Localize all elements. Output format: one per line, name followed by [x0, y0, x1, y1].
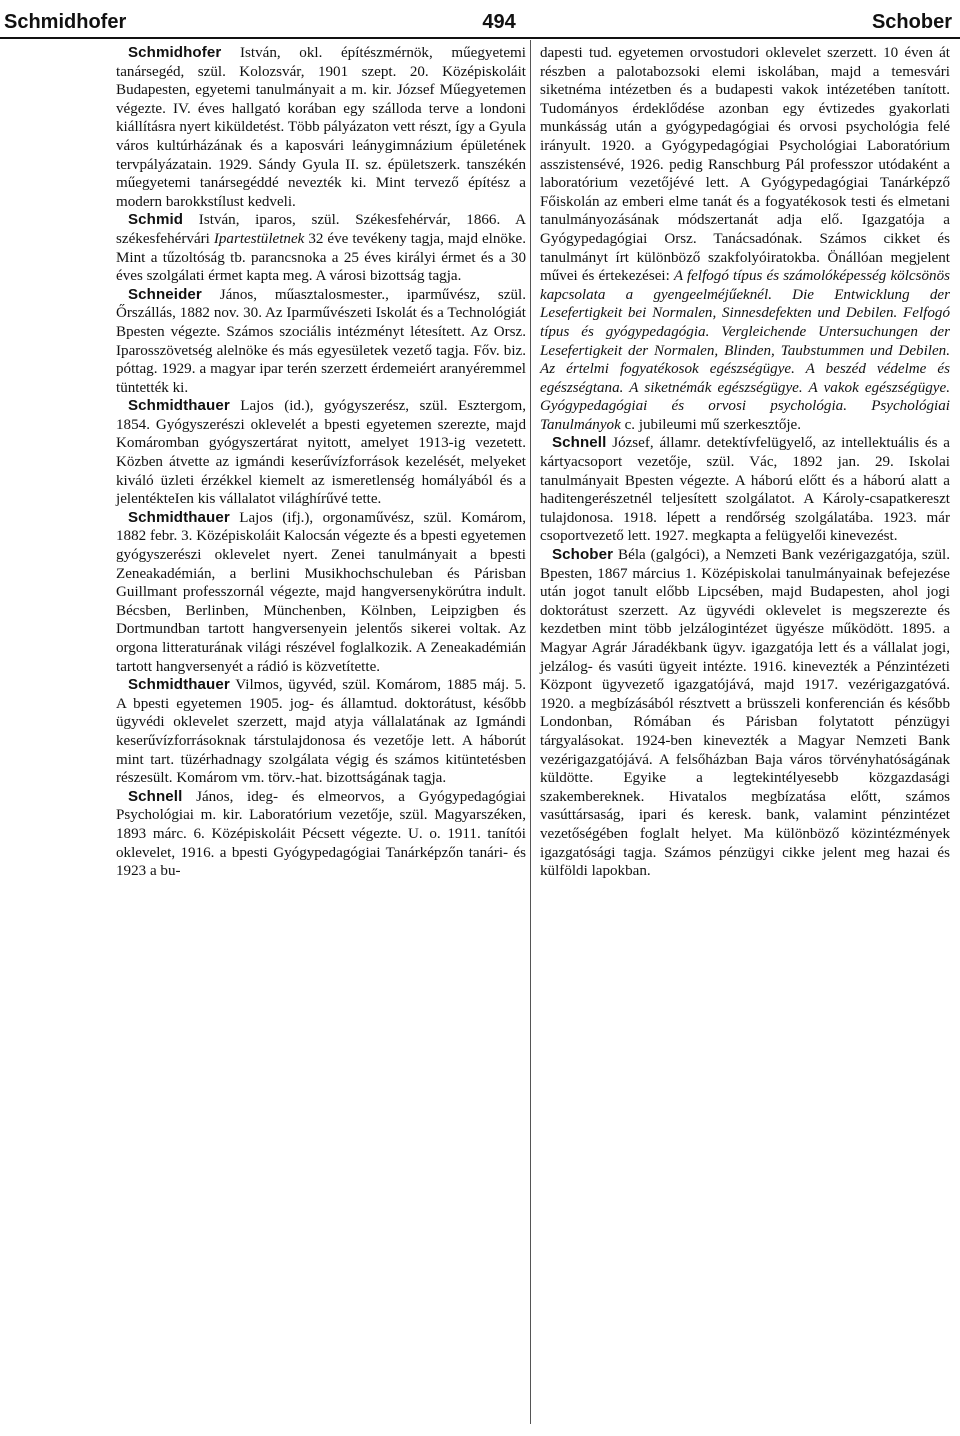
- entry-italic-text: Ipartestületnek: [213, 230, 305, 247]
- entry: [116, 676, 526, 788]
- running-head: [0, 0, 960, 34]
- entry-text: Lajos (id.), gyógyszerész, szül. Esztergom, 1854. Gyógyszerészi oklevelét a bpesti egyetemen szerezte, majd Komáromban gyógyszertárat nyitott, amelyet 1913-ig vezetett. Közben átvette az igmándi keserűvízforrások kezelését, melyeket kiváló üzleti érzékkel kiemelt az ismeretlenség homályából és a jelentékteIen kis vállalatot világhírűvé tette.: [116, 398, 526, 508]
- entry-text: Vilmos, ügyvéd, szül. Komárom, 1885 máj. 5. A bpesti egyetemen 1905. jog- és államtud. doktorátust, később ügyvédi oklevelet szerzett, majd atyja vállalatának az Igmándi keserűvízforrásoknak társtulajdonosa és vezetője lett. A háborút mint tart. tüzérhadnagy szolgálata végig és számos kitüntetésben részesült. Komárom vm. törv.-hat. bizottságának tagja.: [116, 677, 526, 787]
- page-number: 494: [482, 11, 516, 33]
- entry: [116, 788, 526, 881]
- entry-headword: Schmidthauer: [128, 676, 230, 694]
- entry: [116, 509, 526, 676]
- entry: [540, 44, 950, 434]
- entry-text: József, államr. detektívfelügyelő, az intellektuális és a kártyacsoport vezetője, szül. Vác, 1892 jan. 29. Iskolai tanulmányait Bpesten végezte. A háború előtt és a háború alatt a haditengerészetnél teljesített szolgálatot. A Károly-csapatkereszt tulajdonosa. 1918. lépett a rendőrség szolgálatába. 1923. már csoportvezető lett. 1927. megkapta a felügyelői kinevezést.: [540, 435, 950, 545]
- entry-headword: Schmidhofer: [128, 44, 222, 61]
- entry-text: Béla (galgóci), a Nemzeti Bank vezérigazgatója, szül. Bpesten, 1867 március 1. Középiskolai tanulmányainak befejezése után jogot tanult előbb Lipcsében, majd Budapesten, ahol jogi doktorátust szerzett. Az ügyvédi oklevelet is megszerezte és kezdetben mint több jelzálogintézet ügyésze működött. 1895. a Magyar Agrár Járadékbank ügyv. igazgatója lett és a vállalat jogi, jelzálog- és vasúti ügyeit intézte. 1916. kinevezték a Pénzintézeti Központ ügyvezető igazgatójává, majd 1917. vezérigazgatóvá. 1920. a megbízásából résztvett a brüsszeli konferencián és később Londonban, Rómában és Párisban folytatott pénzügyi tárgyalásokat. 1924-ben kinevezték a Magyar Nemzeti Bank vezérigazgatójává. A felsőházban Baja város törvényhatóságának küldötte. Egyike a legtekintélyesebb közgazdasági szakembereknek. Hivatalos megbízatása előtt, számos vasúttársaság, ipari és keresk. bank, valamint pénzintézet vezetőségében foglalt helyet. Ma különböző közintézmények igazgatósági tagja. Számos pénzügyi cikke jelent meg hazai és külföldi lapokban.: [540, 547, 950, 880]
- left-column: [116, 44, 526, 881]
- entry-headword: Schneider: [128, 285, 202, 303]
- entry-headword: Schmidthauer: [128, 397, 230, 415]
- right-column: [540, 44, 950, 881]
- entry-text: Lajos (ifj.), orgonaművész, szül. Komárom, 1882 febr. 3. Középiskoláit Kalocsán végezte és a bpesti egyetemen gyógyszerészi oklevelet nyert. Zenei tanulmányait a bpesti Zeneakadémián, a berlini Musikhochschuleban és Párisban Guillmant professzornál végezte, majd hangversenykörútra indult. Bécsben, Berlinben, Münchenben, Kölnben, Leipzigben és Dortmundban tartott hangversenyein jelentős sikerei voltak. Az orgona litteraturának világi részével foglalkozik. A Zeneakadémián tartott hangversenyét a rádió is közvetítette.: [116, 509, 526, 675]
- entry-text: c. jubileumi mű szerkesztője.: [620, 416, 802, 433]
- entry-text: István, iparos, szül. Székesfehérvár, 1866. A székesfehérvári: [116, 212, 526, 247]
- entry-italic-text: A felfogó típus és számolóképesség kölcsönös kapcsolata a gyengeelméjűeknél. Die Entwicklung der Lesefertigkeit bei Normalen, Sinnesdefekten und Debilen. Felfogó típus és gyógypedagógia. Vergleichende Untersuchungen der Lesefertigkeit der Normalen, Blinden, Taubstummen und Debilen. Az értelmi fogyatékosok egészségügye. A beszéd védelme és egészségtana. A siketnémák egészségügye. A vakok egészségügye. Gyógypedagógiai és orvosi psychológia. Psychológiai Tanulmányok: [540, 268, 950, 433]
- entry-headword: Schnell: [128, 787, 183, 805]
- running-head-right: Schober: [871, 11, 952, 33]
- entry: [540, 434, 950, 546]
- entry-text: János, műasztalosmester., iparművész, szül. Őrszállás, 1882 nov. 30. Az Iparművészeti Iskolát és a Technológiát Bpesten végezte. Számos szociális intézményt létesített. Az Orsz. Iparosszövetség alelnöke és más egyesületek vezető tagja. Főv. biz. póttag. 1929. a magyar ipar terén szerzett érdemeiért aranyéremmel tüntették ki.: [116, 286, 526, 396]
- entry-text: István, okl. építészmérnök, műegyetemi tanársegéd, szül. Kolozsvár, 1901 szept. 20. Középiskoláit Budapesten, egyetemi tanulmányait a m. kir. József Műegyetemen végezte. IV. éves hallgató korában egy szálloda terve a londoni kiállításra nyert kiküldetést. Több pályázaton vett részt, így a Gyula város kultúrházának és a kaposvári leánygimnázium épületének tervpályázatain. 1929. Sándy Gyula II. sz. épületszerk. tanszékén műegyetemi tanársegéddé nevezték ki. Mint tervező építész a modern barokkstílust kedveli.: [116, 45, 526, 210]
- entry-text: 32 éve tevékeny tagja, majd elnöke. Mint a tűzoltóság tb. parancsnoka a 25 éves királyi érmet és a 30 éves szolgálati érmet kapta meg. A városi bizottság tagja.: [116, 230, 526, 285]
- header-rule: [0, 37, 960, 39]
- entry: [540, 546, 950, 881]
- entry: [116, 44, 526, 211]
- entry-headword: Schober: [552, 546, 614, 564]
- entry-text: János, ideg- és elmeorvos, a Gyógypedagógiai Psychológiai m. kir. Laboratórium vezetője, szül. Magyarszéken, 1893 márc. 6. Középiskoláit Pécsett végezte. U. o. 1911. tanítói oklevelet, 1916. a bpesti Gyógypedagógiai Tanárképzőn tanári- és 1923 a bu-: [116, 788, 526, 880]
- entry: [116, 397, 526, 509]
- entry-text: dapesti tud. egyetemen orvostudori oklevelet szerzett. 10 éven át részben a palotabozsoki elemi iskolában, majd a temesvári siketnéma intézetben és a budapesti vakok intézetében tanított. Tudományos érdeklődése azonban egy évtizedes gyakorlati munkásság után a gyógypedagógiai és orvosi psychológia felé irányult. 1920. a Gyógypedagógiai Psychológiai Laboratórium asszistensévé, 1926. pedig Ranschburg Pál professzor utódaként a laboratórium vezetőjévé lett. A Gyógypedagógiai Tanárképző Főiskolán az emberi elme tanát és a fogyatékosok testi és elmetani tanulmányozásának módszertanát adja elő. Igazgatója a Gyógypedagógiai Orsz. Tanácsadónak. Számos cikket és tanulmányt írt különböző szakfolyóiratokba. Önállóan megjelent művei és értekezései:: [540, 45, 950, 285]
- entry-headword: Schnell: [552, 434, 607, 452]
- column-divider: [530, 40, 531, 1424]
- running-head-left: Schmidhofer: [4, 11, 127, 33]
- entry-headword: Schmidthauer: [128, 508, 230, 526]
- entry: [116, 211, 526, 285]
- entry-headword: Schmid: [128, 211, 184, 229]
- entry: [116, 286, 526, 398]
